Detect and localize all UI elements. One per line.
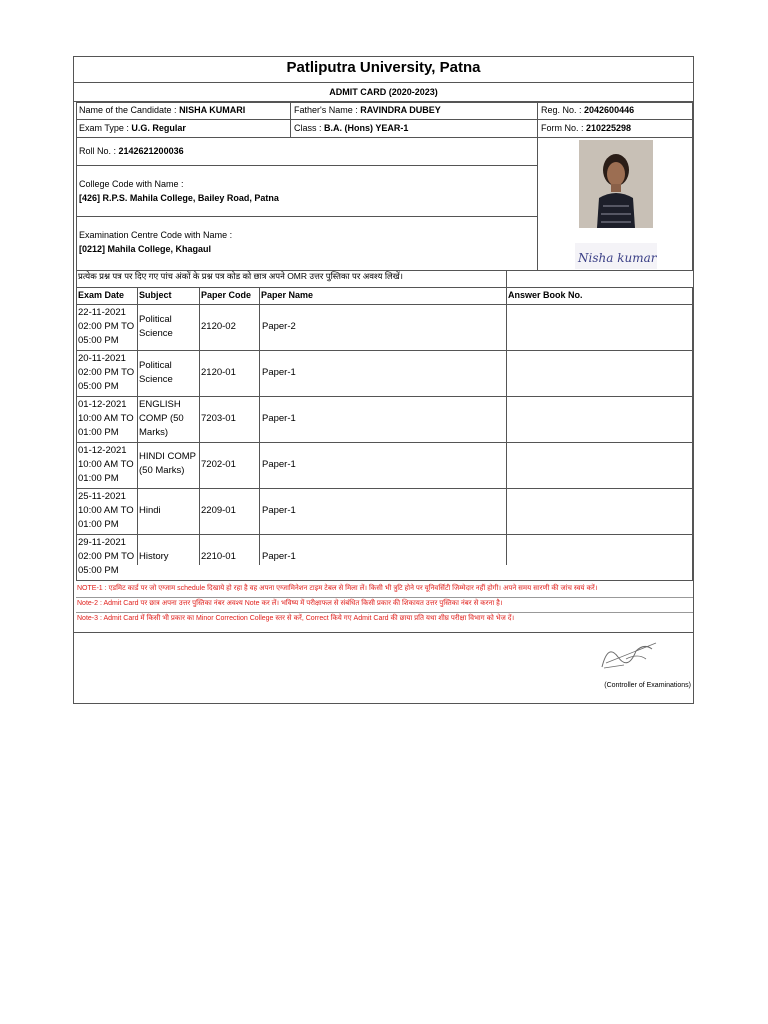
centre-label: Examination Centre Code with Name : — [79, 230, 233, 240]
class: B.A. (Hons) YEAR-1 — [324, 123, 409, 133]
divider — [76, 612, 693, 613]
note-1: NOTE-1 : एडमिट कार्ड पर जो एग्जाम schedule दिखाये हो रहा है वह अपना एग्जामिनेशन टाइम टेबल से मिला लें। किसी भी त्रुटि होने पर यूनिवर्सिटी जिम्मेदार नहीं होगी। अपने समय सारणी की जांच स्वयं करें। — [77, 585, 598, 592]
divider — [76, 488, 693, 489]
form-no: 210225298 — [586, 123, 632, 133]
divider — [76, 597, 693, 598]
roll-no: 2142621200036 — [118, 146, 184, 156]
candidate-name: NISHA KUMARI — [179, 105, 246, 115]
father-name: RAVINDRA DUBEY — [360, 105, 441, 115]
table-row-subject: History — [139, 551, 169, 562]
divider — [506, 270, 507, 287]
table-row-subject: Political Science — [139, 314, 173, 339]
divider — [74, 632, 693, 633]
divider — [137, 287, 138, 565]
admit-card — [73, 56, 694, 704]
divider — [537, 102, 538, 270]
table-row-subject: HINDI COMP (50 Marks) — [139, 451, 196, 476]
divider — [76, 534, 693, 535]
table-row-code: 2209-01 — [201, 505, 236, 516]
exam-type-field: Exam Type : U.G. Regular — [79, 123, 186, 133]
divider — [76, 442, 693, 443]
table-row-paper: Paper-1 — [262, 367, 296, 378]
exam-type: U.G. Regular — [131, 123, 186, 133]
college-name: [426] R.P.S. Mahila College, Bailey Road, Patna — [79, 193, 279, 203]
table-row-code: 2120-01 — [201, 367, 236, 378]
table-row-paper: Paper-1 — [262, 459, 296, 470]
note-3: Note-3 : Admit Card में किसी भी प्रकार का Minor Correction College स्तर से करें, Correct किये गए Admit Card की छाया प्रति यथा शीघ्र परीक्षा विभाग को भेज दें। — [77, 615, 515, 622]
reg-no: 2042600446 — [584, 105, 635, 115]
divider — [76, 119, 693, 120]
form-no-field: Form No. : 210225298 — [541, 123, 632, 133]
candidate-name-field: Name of the Candidate : NISHA KUMARI — [79, 105, 246, 115]
header-answer-book: Answer Book No. — [508, 290, 583, 300]
controller-signature — [596, 637, 666, 671]
divider — [76, 350, 693, 351]
table-row-paper: Paper-1 — [262, 505, 296, 516]
roll-no-field: Roll No. : 2142621200036 — [79, 146, 184, 156]
divider — [259, 287, 260, 565]
header-subject: Subject — [139, 290, 172, 300]
divider — [76, 216, 537, 217]
reg-no-field: Reg. No. : 2042600446 — [541, 105, 635, 115]
controller-label: (Controller of Examinations) — [604, 682, 691, 689]
table-row-date: 20-11-2021 02:00 PM TO 05:00 PM — [78, 353, 135, 392]
divider — [199, 287, 200, 565]
header-paper-code: Paper Code — [201, 290, 252, 300]
candidate-photo — [579, 140, 653, 228]
divider — [76, 137, 693, 138]
table-row-code: 7203-01 — [201, 413, 236, 424]
table-row-subject: Hindi — [139, 505, 161, 516]
divider — [74, 82, 693, 83]
divider — [76, 287, 693, 288]
university-title: Patliputra University, Patna — [286, 59, 481, 76]
father-name-field: Father's Name : RAVINDRA DUBEY — [294, 105, 441, 115]
divider — [76, 304, 693, 305]
table-row-date: 01-12-2021 10:00 AM TO 01:00 PM — [78, 399, 134, 438]
divider — [76, 102, 693, 103]
divider — [76, 396, 693, 397]
divider — [692, 287, 693, 580]
table-row-paper: Paper-2 — [262, 321, 296, 332]
candidate-signature — [575, 243, 657, 269]
divider — [692, 102, 693, 270]
header-paper-name: Paper Name — [261, 290, 314, 300]
table-row-date: 29-11-2021 02:00 PM TO 05:00 PM — [78, 537, 135, 576]
table-row-date: 01-12-2021 10:00 AM TO 01:00 PM — [78, 445, 134, 484]
table-row-subject: ENGLISH COMP (50 Marks) — [139, 399, 184, 438]
header-exam-date: Exam Date — [78, 290, 125, 300]
divider — [76, 165, 537, 166]
centre-name: [0212] Mahila College, Khagaul — [79, 244, 212, 254]
instruction-text: प्रत्येक प्रश्न पत्र पर दिए गए पांच अंकों के प्रश्न पत्र कोड को छात्र अपने OMR उत्तर पुस्तिका पर अवश्य लिखें। — [78, 271, 403, 281]
class-field: Class : B.A. (Hons) YEAR-1 — [294, 123, 409, 133]
divider — [76, 102, 77, 270]
table-row-paper: Paper-1 — [262, 551, 296, 562]
divider — [506, 287, 507, 565]
table-row-code: 2210-01 — [201, 551, 236, 562]
table-row-date: 22-11-2021 02:00 PM TO 05:00 PM — [78, 307, 135, 346]
candidate-photo-image — [579, 140, 653, 228]
table-row-subject: Political Science — [139, 360, 173, 385]
divider — [290, 102, 291, 137]
college-label: College Code with Name : — [79, 179, 184, 189]
svg-text:Nisha kumari: Nisha kumari — [578, 251, 657, 265]
table-row-date: 25-11-2021 10:00 AM TO 01:00 PM — [78, 491, 134, 530]
divider — [76, 580, 693, 581]
table-row-paper: Paper-1 — [262, 413, 296, 424]
table-row-code: 7202-01 — [201, 459, 236, 470]
admit-card-title: ADMIT CARD (2020-2023) — [329, 87, 438, 97]
note-2: Note-2 : Admit Card पर छात्र अपना उत्तर पुस्तिका नंबर अवश्य Note कर लें। भविष्य में परीक्षाफल से संबंधित किसी प्रकार की शिकायत उत्तर पुस्तिका नंबर से करना है। — [77, 600, 503, 607]
table-row-code: 2120-02 — [201, 321, 236, 332]
